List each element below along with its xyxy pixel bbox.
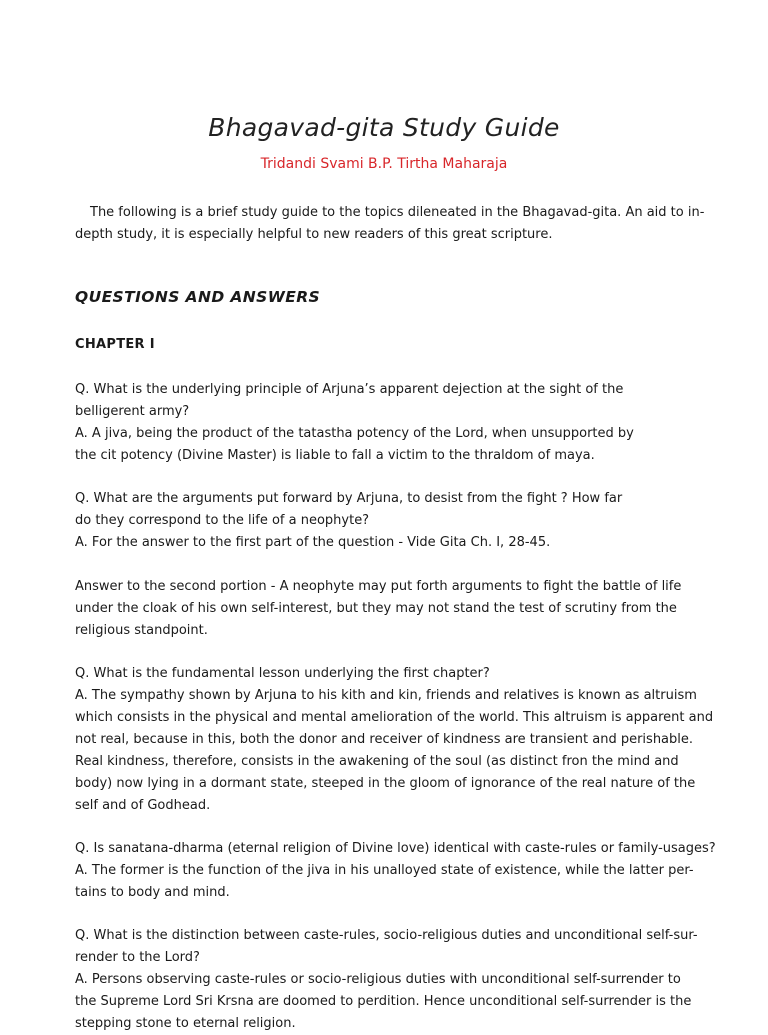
qa-item bbox=[75, 379, 693, 467]
document-title: Bhagavad-gita Study Guide bbox=[208, 113, 560, 142]
qa-item bbox=[75, 925, 698, 1035]
question: Q. What is the fundamental lesson underlying the first chapter? bbox=[75, 666, 490, 681]
intro-line: depth study, it is especially helpful to new readers of this great scripture. bbox=[75, 227, 553, 242]
question: Q. Is sanatana-dharma (eternal religion of Divine love) identical with caste-rules or family-usages? bbox=[75, 841, 716, 856]
answer: A. Persons observing caste-rules or socio-religious duties with unconditional self-surrender to the Supreme Lord Sri Krsna are doomed to perdition. Hence unconditional self-surrender is the stepping stone to eternal religion. bbox=[75, 972, 692, 1031]
question: Q. What are the arguments put forward by Arjuna, to desist from the fight ? How far do they correspond to the life of a neophyte? bbox=[75, 491, 623, 528]
answer: A. The former is the function of the jiva in his unalloyed state of existence, while the latter per- tains to body and mind. bbox=[75, 863, 694, 900]
question: Q. What is the underlying principle of Arjuna’s apparent dejection at the sight of the belligerent army? bbox=[75, 382, 624, 419]
answer: A. For the answer to the first part of the question - Vide Gita Ch. I, 28-45. bbox=[75, 535, 551, 550]
author-name: Tridandi Svami B.P. Tirtha Maharaja bbox=[260, 156, 508, 172]
qa-item bbox=[75, 838, 716, 904]
intro-paragraph bbox=[75, 202, 705, 246]
answer: A. The sympathy shown by Arjuna to his kith and kin, friends and relatives is known as altruism which consists in the physical and mental amelioration of the world. This altruism is apparent and not real, because in this, both the donor and receiver of kindness are transient and perishable. Real kindness, therefore, consists in the awakening of the soul (as distinct fron the mind and body) now lying in a dormant state, steeped in the gloom of ignorance of the real nature of the self and of Godhead. bbox=[75, 688, 714, 813]
answer-paragraph: Answer to the second portion - A neophyte may put forth arguments to fight the battle of life under the cloak of his own self-interest, but they may not stand the test of scrutiny from the religious standpoint. bbox=[75, 579, 682, 638]
answer: A. A jiva, being the product of the tatastha potency of the Lord, when unsupported by the cit potency (Divine Master) is liable to fall a victim to the thraldom of maya. bbox=[75, 426, 634, 463]
section-heading: QUESTIONS AND ANSWERS bbox=[75, 288, 321, 306]
qa-item bbox=[75, 663, 714, 817]
chapter-heading: CHAPTER I bbox=[75, 337, 155, 352]
qa-item bbox=[75, 488, 693, 554]
intro-line: The following is a brief study guide to the topics dileneated in the Bhagavad-gita. An aid to in- bbox=[90, 205, 705, 220]
question: Q. What is the distinction between caste-rules, socio-religious duties and unconditional self-sur- render to the Lord? bbox=[75, 928, 698, 965]
